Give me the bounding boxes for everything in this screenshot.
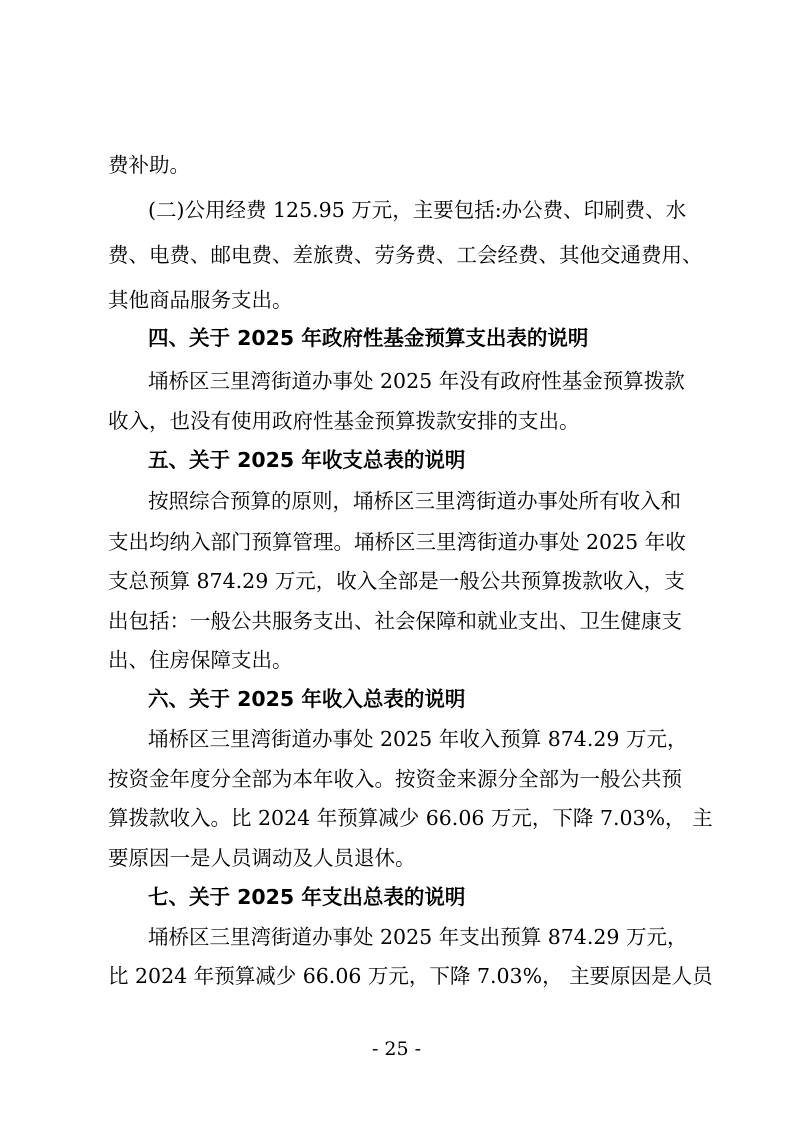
paragraph-line: (二)公用经费 125.95 万元，主要包括:办公费、印刷费、水 — [148, 198, 687, 222]
paragraph-line: 埇桥区三里湾街道办事处 2025 年收入预算 874.29 万元， — [148, 727, 688, 751]
paragraph-line: 埇桥区三里湾街道办事处 2025 年支出预算 874.29 万元， — [148, 925, 688, 949]
page-number: - 25 - — [371, 1038, 422, 1060]
paragraph-line: 埇桥区三里湾街道办事处 2025 年没有政府性基金预算拨款 — [148, 369, 685, 393]
section-heading: 五、关于 2025 年收支总表的说明 — [148, 448, 466, 472]
section-heading: 七、关于 2025 年支出总表的说明 — [148, 885, 466, 909]
paragraph-line: 出包括：一般公共服务支出、社会保障和就业支出、卫生健康支 — [108, 609, 682, 633]
paragraph-line: 收入，也没有使用政府性基金预算拨款安排的支出。 — [108, 409, 580, 433]
paragraph-line: 算拨款收入。比 2024 年预算减少 66.06 万元，下降 7.03%， 主 — [108, 806, 713, 830]
paragraph-line: 要原因一是人员调动及人员退休。 — [108, 846, 416, 870]
section-heading: 六、关于 2025 年收入总表的说明 — [148, 687, 466, 711]
paragraph-line: 费、电费、邮电费、差旅费、劳务费、工会经费、其他交通费用、 — [108, 243, 703, 267]
paragraph-line: 按照综合预算的原则，埇桥区三里湾街道办事处所有收入和 — [148, 489, 681, 513]
paragraph-line: 支总预算 874.29 万元，收入全部是一般公共预算拨款收入，支 — [108, 569, 685, 593]
paragraph-line: 比 2024 年预算减少 66.06 万元，下降 7.03%， 主要原因是人员 — [108, 964, 713, 988]
paragraph-line: 按资金年度分全部为本年收入。按资金来源分全部为一般公共预 — [108, 767, 682, 791]
paragraph-line: 出、住房保障支出。 — [108, 648, 293, 672]
paragraph-line: 支出均纳入部门预算管理。埇桥区三里湾街道办事处 2025 年收 — [108, 530, 686, 554]
paragraph-line: 其他商品服务支出。 — [108, 288, 293, 312]
paragraph-line: 费补助。 — [108, 153, 190, 177]
section-heading: 四、关于 2025 年政府性基金预算支出表的说明 — [148, 326, 589, 350]
